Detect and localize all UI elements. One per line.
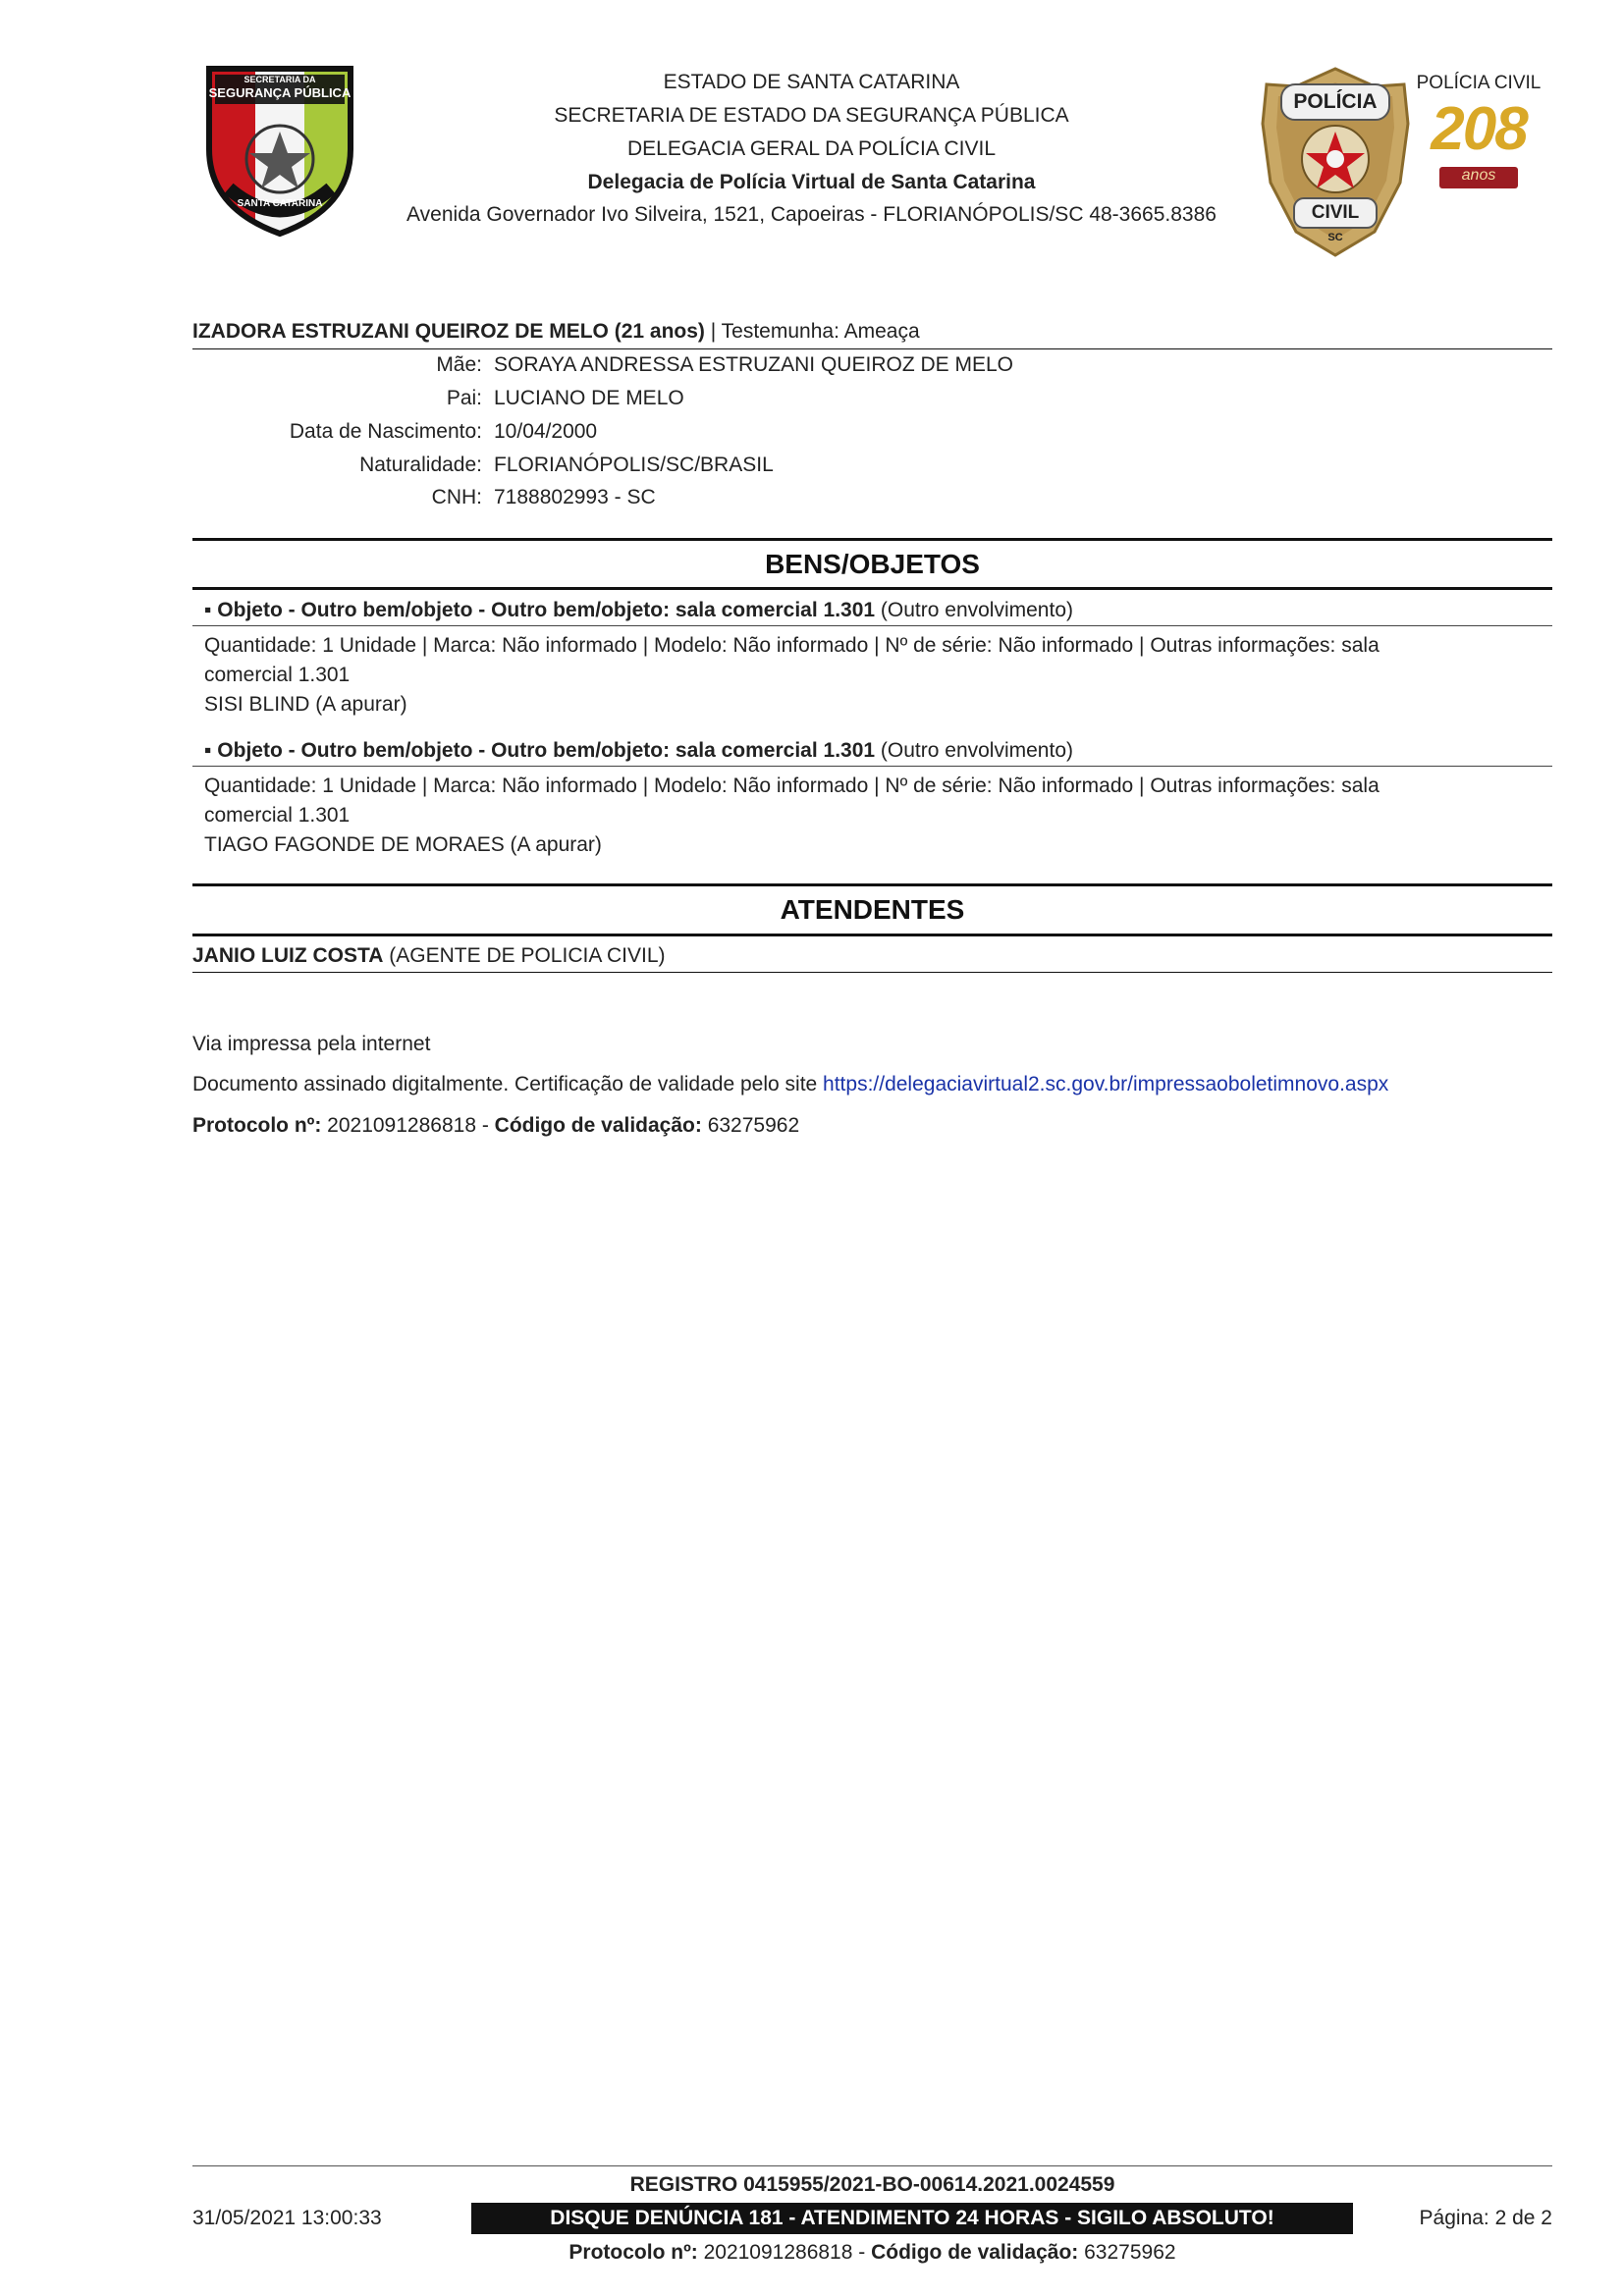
bens-bottom-rule <box>192 587 1552 590</box>
page-number: Página: 2 de 2 <box>1419 2207 1552 2229</box>
bens-item-2-title: ▪ Objeto - Outro bem/objeto - Outro bem/objeto: sala comercial 1.301 <box>204 739 876 762</box>
bens-item-1-line2: comercial 1.301 <box>204 664 351 686</box>
bens-item-1-line1: Quantidade: 1 Unidade | Marca: Não informado | Modelo: Não informado | Nº de série: Não informado | Outras informações: sala <box>204 634 1380 657</box>
bens-item-2-details <box>204 772 1549 860</box>
bens-item-2-line3: TIAGO FAGONDE DE MORAES (A apurar) <box>204 833 602 856</box>
bens-item-1-title: ▪ Objeto - Outro bem/objeto - Outro bem/objeto: sala comercial 1.301 <box>204 599 876 621</box>
pai-value: LUCIANO DE MELO <box>494 387 684 409</box>
protocolo-label: Protocolo nº: <box>192 1114 322 1137</box>
nascimento-label: Data de Nascimento: <box>289 420 482 443</box>
bens-top-rule <box>192 538 1552 541</box>
footer-protocolo-label: Protocolo nº: <box>568 2241 698 2264</box>
bens-item-1-details <box>204 631 1549 720</box>
footer-protocolo-value: 2021091286818 - <box>697 2241 872 2264</box>
validation-site-link[interactable]: https://delegaciavirtual2.sc.gov.br/impressaoboletimnovo.aspx <box>823 1073 1389 1095</box>
pai-label: Pai: <box>446 387 482 409</box>
header-secretaria: SECRETARIA DE ESTADO DA SEGURANÇA PÚBLICA <box>554 104 1069 127</box>
footer-datetime: 31/05/2021 13:00:33 <box>192 2207 382 2229</box>
via-impressa-text: Via impressa pela internet <box>192 1033 431 1055</box>
bens-item-1-rule <box>192 625 1552 626</box>
bens-title: BENS/OBJETOS <box>765 549 980 579</box>
codigo-label: Código de validação: <box>494 1114 702 1137</box>
cnh-label: CNH: <box>431 486 482 508</box>
header-delegacia-virtual: Delegacia de Polícia Virtual de Santa Catarina <box>587 171 1036 193</box>
codigo-value: 63275962 <box>701 1114 800 1137</box>
disque-denuncia-banner: DISQUE DENÚNCIA 181 - ATENDIMENTO 24 HORAS - SIGILO ABSOLUTO! <box>471 2203 1353 2234</box>
page-footer-rule <box>192 2165 1552 2166</box>
bens-item-2-involvement: (Outro envolvimento) <box>875 739 1073 762</box>
protocolo-value: 2021091286818 - <box>321 1114 495 1137</box>
header-address: Avenida Governador Ivo Silveira, 1521, Capoeiras - FLORIANÓPOLIS/SC 48-3665.8386 <box>406 203 1217 226</box>
certification-line <box>192 1070 1388 1099</box>
registro-text: REGISTRO 0415955/2021-BO-00614.2021.0024559 <box>629 2173 1115 2196</box>
bens-item-1-involvement: (Outro envolvimento) <box>875 599 1073 621</box>
naturalidade-label: Naturalidade: <box>359 454 482 476</box>
bens-item-1 <box>204 596 1549 625</box>
anniversary-logo <box>1410 69 1557 196</box>
shield-main-text: SEGURANÇA PÚBLICA <box>208 85 352 100</box>
policia-civil-badge-logo <box>1257 65 1414 261</box>
person-role: | Testemunha: Ameaça <box>704 320 920 343</box>
bens-item-2-line2: comercial 1.301 <box>204 804 351 827</box>
badge-bottom-text: CIVIL <box>1311 202 1360 223</box>
anniversary-word: anos <box>1461 167 1496 184</box>
bens-item-2-heading <box>204 736 1549 766</box>
nascimento-value: 10/04/2000 <box>494 420 598 443</box>
atendentes-top-rule <box>192 883 1552 886</box>
mae-value: SORAYA ANDRESSA ESTRUZANI QUEIROZ DE MELO <box>494 353 1013 376</box>
bens-item-1-heading <box>204 596 1549 625</box>
certification-text: Documento assinado digitalmente. Certificação de validade pelo site <box>192 1073 824 1095</box>
shield-top-text: SECRETARIA DA <box>243 75 316 84</box>
header-state: ESTADO DE SANTA CATARINA <box>663 71 960 93</box>
person-heading <box>192 317 920 347</box>
page-footer-protocolo <box>192 2241 1552 2265</box>
badge-top-text: POLÍCIA <box>1293 90 1378 113</box>
atendente-role: (AGENTE DE POLICIA CIVIL) <box>383 944 666 967</box>
atendente-rule <box>192 972 1552 973</box>
atendentes-bottom-rule <box>192 934 1552 936</box>
header-delegacia-geral: DELEGACIA GERAL DA POLÍCIA CIVIL <box>626 137 997 160</box>
cnh-value: 7188802993 - SC <box>494 486 656 508</box>
badge-state-text: SC <box>1327 232 1343 243</box>
bens-item-1-line3: SISI BLIND (A apurar) <box>204 693 407 716</box>
atendente-name: JANIO LUIZ COSTA <box>192 944 384 967</box>
shield-bottom-text: SANTA CATARINA <box>237 198 323 209</box>
bens-item-2-line1: Quantidade: 1 Unidade | Marca: Não informado | Modelo: Não informado | Nº de série: Não informado | Outras informações: sala <box>204 774 1380 797</box>
atendentes-title: ATENDENTES <box>780 894 965 925</box>
anniversary-number: 208 <box>1431 95 1527 163</box>
mae-label: Mãe: <box>436 353 482 376</box>
footer-codigo-value: 63275962 <box>1078 2241 1176 2264</box>
naturalidade-value: FLORIANÓPOLIS/SC/BRASIL <box>494 454 774 476</box>
footer-codigo-label: Código de validação: <box>871 2241 1079 2264</box>
atendente-entry <box>192 941 666 971</box>
person-heading-rule <box>192 348 1552 349</box>
bens-item-2 <box>204 736 1549 766</box>
anniversary-label: POLÍCIA CIVIL <box>1416 73 1542 93</box>
bens-item-2-rule <box>192 766 1552 767</box>
person-name: IZADORA ESTRUZANI QUEIROZ DE MELO (21 anos) <box>192 320 705 343</box>
protocolo-line <box>192 1111 799 1141</box>
